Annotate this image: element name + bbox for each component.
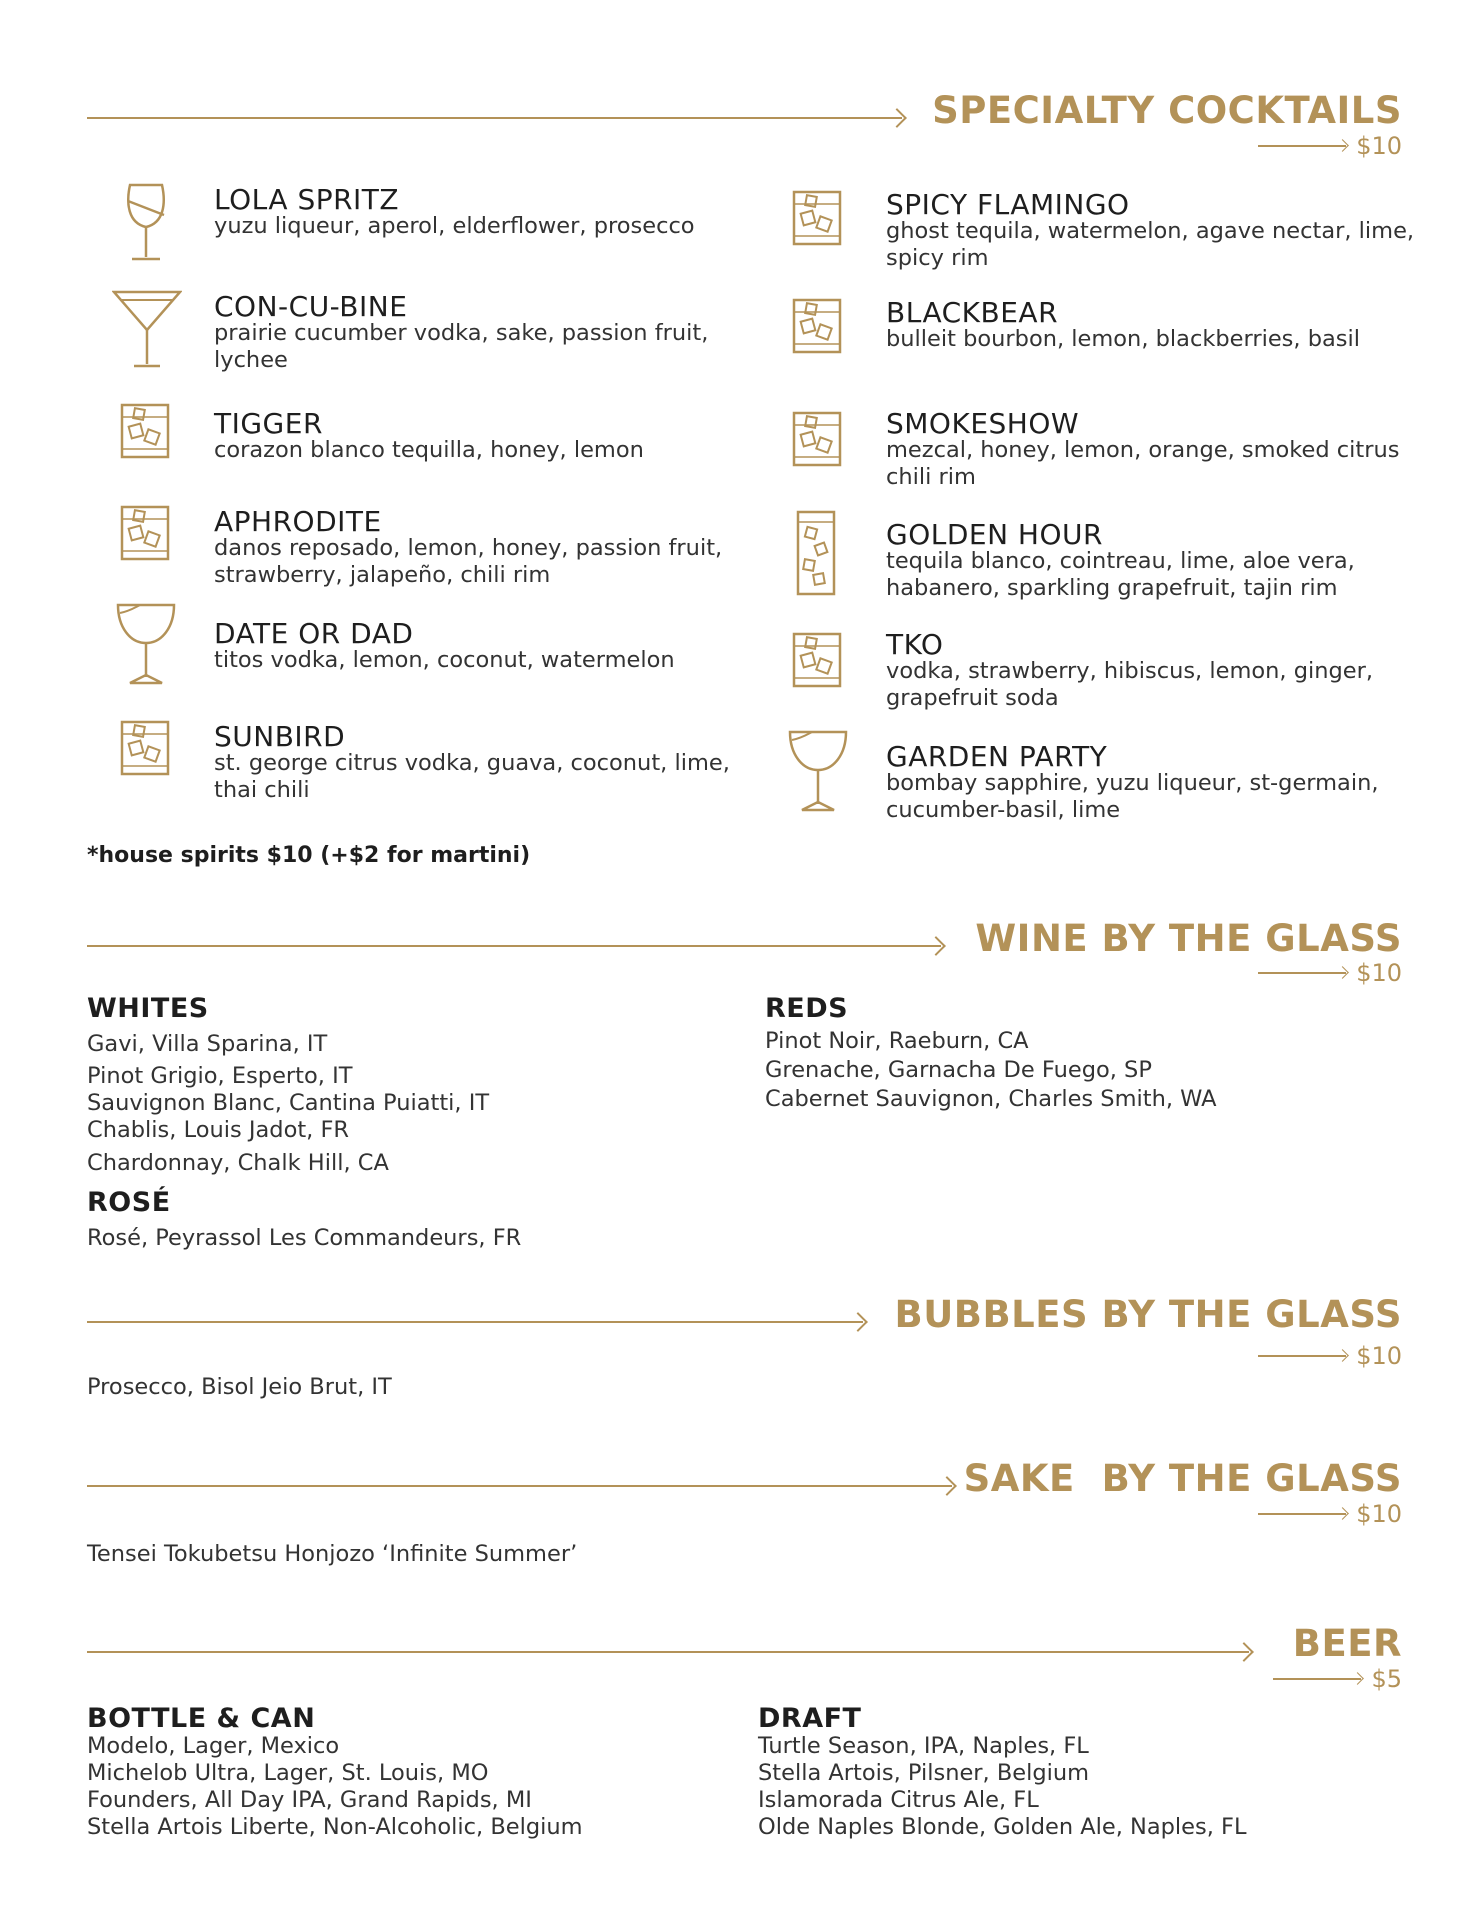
cocktail-desc: bulleit bourbon, lemon, blackberries, basil: [886, 326, 1360, 352]
wine-item: Pinot Grigio, Esperto, IT: [87, 1063, 353, 1089]
cocktail-name: TKO: [886, 628, 944, 661]
price-label: $5: [1371, 1665, 1402, 1693]
cocktails-title: SPECIALTY COCKTAILS: [932, 89, 1402, 132]
bottle-can-heading: BOTTLE & CAN: [87, 1703, 316, 1734]
cocktail-name: BLACKBEAR: [886, 296, 1059, 329]
cocktail-name: GARDEN PARTY: [886, 740, 1108, 773]
cocktail-name: DATE OR DAD: [214, 617, 414, 650]
sake-item: Tensei Tokubetsu Honjozo ‘Infinite Summer’: [87, 1541, 578, 1567]
beer-item: Stella Artois, Pilsner, Belgium: [758, 1760, 1090, 1786]
beer-item: Stella Artois Liberte, Non-Alcoholic, Belgium: [87, 1814, 583, 1840]
sake-title: SAKE BY THE GLASS: [963, 1457, 1402, 1500]
reds-heading: REDS: [765, 993, 849, 1024]
cocktail-name: TIGGER: [214, 407, 323, 440]
price-label: $10: [1356, 1500, 1402, 1528]
rocks-glass-icon: [120, 720, 170, 778]
cocktail-name: APHRODITE: [214, 505, 382, 538]
wine-glass-icon: [118, 183, 174, 263]
cocktail-desc: danos reposado, lemon, honey, passion fruit, strawberry, jalapeño, chili rim: [214, 535, 723, 588]
wine-item: Chardonnay, Chalk Hill, CA: [87, 1150, 389, 1176]
cocktail-desc: prairie cucumber vodka, sake, passion fruit, lychee: [214, 320, 709, 373]
rocks-glass-icon: [792, 411, 842, 469]
price-arrow-icon: [1258, 1507, 1348, 1521]
beer-item: Islamorada Citrus Ale, FL: [758, 1787, 1039, 1813]
cocktail-name: LOLA SPRITZ: [214, 183, 400, 216]
cocktail-name: SUNBIRD: [214, 720, 346, 753]
price-arrow-icon: [1273, 1672, 1363, 1686]
price-arrow-icon: [1258, 139, 1348, 153]
cocktail-desc: st. george citrus vodka, guava, coconut, lime, thai chili: [214, 750, 730, 803]
wine-price: [1258, 959, 1402, 987]
cocktail-desc: tequila blanco, cointreau, lime, aloe vera, habanero, sparkling grapefruit, tajin rim: [886, 548, 1355, 601]
highball-glass-icon: [796, 510, 836, 596]
wine-item: Cabernet Sauvignon, Charles Smith, WA: [765, 1086, 1217, 1112]
martini-glass-icon: [112, 290, 182, 370]
wine-item: Chablis, Louis Jadot, FR: [87, 1117, 350, 1143]
price-arrow-icon: [1258, 1349, 1348, 1363]
sake-price: [1258, 1500, 1402, 1528]
cocktail-desc: mezcal, honey, lemon, orange, smoked citrus chili rim: [886, 437, 1400, 490]
beer-item: Founders, All Day IPA, Grand Rapids, MI: [87, 1787, 532, 1813]
cocktail-name: CON-CU-BINE: [214, 290, 408, 323]
house-spirits-note: *house spirits $10 (+$2 for martini): [87, 843, 531, 868]
bubbles-price: [1258, 1342, 1402, 1370]
rocks-glass-icon: [792, 298, 842, 356]
rocks-glass-icon: [792, 632, 842, 690]
bubbles-item: Prosecco, Bisol Jeio Brut, IT: [87, 1374, 392, 1400]
cocktail-name: SMOKESHOW: [886, 407, 1080, 440]
cocktail-desc: yuzu liqueur, aperol, elderflower, prosecco: [214, 213, 695, 239]
cocktail-desc: ghost tequila, watermelon, agave nectar, lime, spicy rim: [886, 218, 1415, 271]
cocktail-name: GOLDEN HOUR: [886, 518, 1103, 551]
cocktail-desc: corazon blanco tequilla, honey, lemon: [214, 437, 644, 463]
coupe-glass-icon: [788, 730, 848, 814]
beer-item: Modelo, Lager, Mexico: [87, 1733, 340, 1759]
coupe-glass-icon: [116, 603, 176, 687]
wine-item: Pinot Noir, Raeburn, CA: [765, 1028, 1029, 1054]
rocks-glass-icon: [792, 190, 842, 248]
bubbles-title: BUBBLES BY THE GLASS: [894, 1293, 1402, 1336]
wine-item: Sauvignon Blanc, Cantina Puiatti, IT: [87, 1090, 490, 1116]
beer-title: BEER: [1292, 1622, 1402, 1665]
beer-item: Turtle Season, IPA, Naples, FL: [758, 1733, 1089, 1759]
cocktail-name: SPICY FLAMINGO: [886, 188, 1130, 221]
beer-item: Michelob Ultra, Lager, St. Louis, MO: [87, 1760, 489, 1786]
price-arrow-icon: [1258, 966, 1348, 980]
wine-title: WINE BY THE GLASS: [975, 917, 1402, 960]
cocktail-desc: vodka, strawberry, hibiscus, lemon, ginger, grapefruit soda: [886, 658, 1374, 711]
price-label: $10: [1356, 1342, 1402, 1370]
rocks-glass-icon: [120, 403, 170, 461]
rocks-glass-icon: [120, 505, 170, 563]
wine-item: Rosé, Peyrassol Les Commandeurs, FR: [87, 1225, 522, 1251]
draft-heading: DRAFT: [758, 1703, 862, 1734]
rose-heading: ROSÉ: [87, 1187, 171, 1218]
wine-item: Grenache, Garnacha De Fuego, SP: [765, 1057, 1152, 1083]
beer-price: [1273, 1665, 1402, 1693]
wine-item: Gavi, Villa Sparina, IT: [87, 1031, 328, 1057]
beer-item: Olde Naples Blonde, Golden Ale, Naples, FL: [758, 1814, 1247, 1840]
cocktail-desc: titos vodka, lemon, coconut, watermelon: [214, 647, 675, 673]
price-label: $10: [1356, 132, 1402, 160]
price-label: $10: [1356, 959, 1402, 987]
cocktails-price: [1258, 132, 1402, 160]
cocktail-desc: bombay sapphire, yuzu liqueur, st-germain, cucumber-basil, lime: [886, 770, 1379, 823]
whites-heading: WHITES: [87, 993, 209, 1024]
